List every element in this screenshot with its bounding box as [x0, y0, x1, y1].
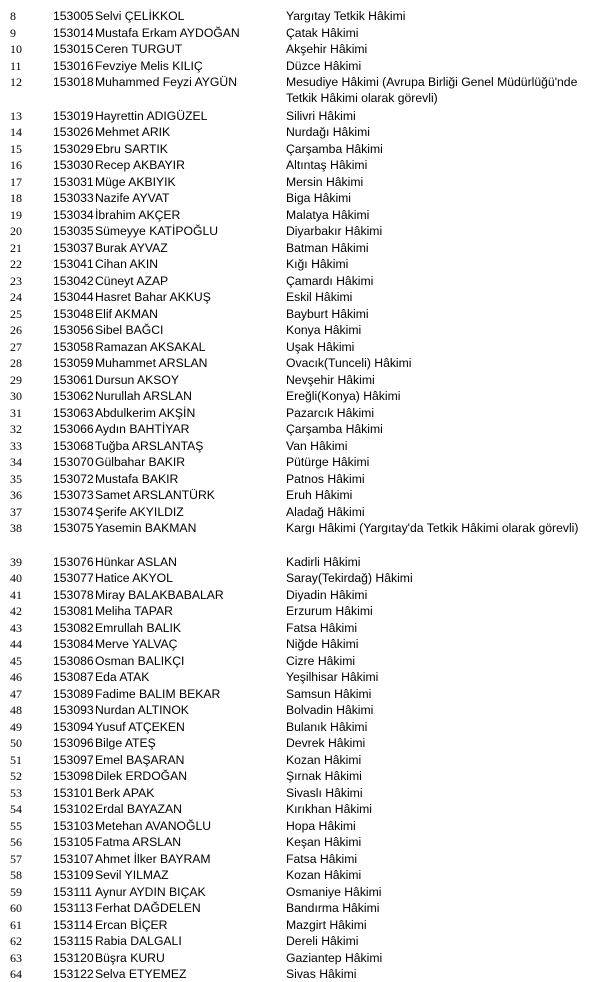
assignment: Bandırma Hâkimi — [286, 901, 380, 915]
list-row — [0, 801, 600, 817]
assignment: Samsun Hâkimi — [286, 686, 372, 701]
registry-number: 153094 — [53, 719, 94, 734]
list-row — [0, 41, 600, 57]
assignment: Erzurum Hâkimi — [286, 604, 373, 618]
row-number: 53 — [10, 785, 22, 800]
list-row — [0, 108, 600, 124]
row-number: 23 — [10, 273, 22, 288]
full-name: Mehmet ARIK — [95, 125, 171, 139]
list-row — [0, 785, 600, 801]
registry-number: 153037 — [53, 240, 94, 255]
registry-number: 153105 — [53, 835, 94, 849]
full-name: Ahmet İlker BAYRAM — [95, 851, 211, 866]
assignment: Düzce Hâkimi — [286, 58, 362, 73]
registry-number: 153087 — [53, 670, 94, 684]
full-name: Nurullah ARSLAN — [95, 389, 192, 403]
assignment: Hopa Hâkimi — [286, 818, 356, 833]
full-name: Hasret Bahar AKKUŞ — [95, 290, 211, 304]
assignment: Bayburt Hâkimi — [286, 306, 369, 321]
registry-number: 153115 — [53, 934, 93, 948]
full-name: Ramazan AKSAKAL — [95, 339, 206, 354]
assignment: Çatak Hâkimi — [286, 25, 359, 40]
full-name: Muhammet ARSLAN — [95, 356, 208, 370]
row-number: 37 — [10, 504, 22, 519]
list-row — [0, 669, 600, 685]
assignment: Eruh Hâkimi — [286, 488, 353, 502]
assignment: Eskil Hâkimi — [286, 290, 353, 304]
registry-number: 153062 — [53, 389, 94, 403]
row-number: 64 — [10, 967, 22, 981]
registry-number: 153120 — [53, 950, 94, 965]
registry-number: 153070 — [53, 455, 94, 469]
list-row — [0, 818, 600, 834]
registry-number: 153063 — [53, 405, 94, 420]
list-row — [0, 25, 600, 41]
assignment: Çarşamba Hâkimi — [286, 422, 383, 436]
full-name: Ercan BİÇER — [95, 917, 168, 932]
list-row — [0, 966, 600, 982]
full-name: Burak AYVAZ — [95, 240, 168, 255]
row-number: 59 — [10, 884, 22, 899]
full-name: Ferhat DAĞDELEN — [95, 901, 201, 915]
list-row — [0, 620, 600, 636]
assignment: Mersin Hâkimi — [286, 174, 364, 189]
list-row — [0, 240, 600, 256]
list-row — [0, 322, 600, 338]
registry-number: 153102 — [53, 802, 94, 816]
registry-number: 153073 — [53, 488, 94, 502]
full-name: Ebru SARTIK — [95, 141, 168, 156]
assignment: Akşehir Hâkimi — [286, 42, 368, 56]
row-number: 46 — [10, 670, 22, 684]
list-row — [0, 454, 600, 470]
full-name: Cüneyt AZAP — [95, 273, 169, 288]
assignment: Diyadin Hâkimi — [286, 587, 368, 602]
row-number: 13 — [10, 108, 22, 123]
list-row — [0, 306, 600, 322]
assignment: Şırnak Hâkimi — [286, 769, 362, 783]
row-number: 38 — [10, 521, 22, 535]
registry-number: 153076 — [53, 554, 94, 569]
assignment: Patnos Hâkimi — [286, 471, 365, 486]
assignment: Diyarbakır Hâkimi — [286, 224, 383, 238]
row-number: 14 — [10, 125, 22, 139]
list-row — [0, 405, 600, 421]
row-number: 62 — [10, 934, 22, 948]
full-name: Bilge ATEŞ — [95, 736, 156, 750]
full-name: Berk APAK — [95, 785, 155, 800]
registry-number: 153019 — [53, 108, 94, 123]
assignment: Gaziantep Hâkimi — [286, 950, 383, 965]
row-number: 18 — [10, 191, 22, 205]
row-number: 28 — [10, 356, 22, 370]
assignment: Van Hâkimi — [286, 438, 348, 453]
full-name: Dilek ERDOĞAN — [95, 769, 188, 783]
assignment: Osmaniye Hâkimi — [286, 884, 382, 899]
registry-number: 153077 — [53, 571, 94, 585]
full-name: Metehan AVANOĞLU — [95, 818, 212, 833]
row-number: 54 — [10, 802, 22, 816]
full-name: Osman BALIKÇI — [95, 653, 185, 668]
list-row — [0, 917, 600, 933]
registry-number: 153059 — [53, 356, 94, 370]
list-row — [0, 900, 600, 916]
assignment: Nurdağı Hâkimi — [286, 125, 370, 139]
registry-number: 153044 — [53, 290, 94, 304]
list-row — [0, 520, 600, 552]
list-row — [0, 289, 600, 305]
registry-number: 153096 — [53, 736, 94, 750]
registry-number: 153078 — [53, 587, 94, 602]
registry-number: 153082 — [53, 620, 94, 635]
assignment: Niğde Hâkimi — [286, 637, 359, 651]
full-name: Erdal BAYAZAN — [95, 802, 182, 816]
assignment: Fatsa Hâkimi — [286, 620, 358, 635]
full-name: Büşra KURU — [95, 950, 165, 965]
assignment: Kığı Hâkimi — [286, 257, 349, 271]
list-row — [0, 190, 600, 206]
full-name: Selvi ÇELİKKOL — [95, 9, 185, 23]
registry-number: 153072 — [53, 471, 94, 486]
row-number: 33 — [10, 438, 22, 453]
row-number: 27 — [10, 339, 22, 354]
row-number: 60 — [10, 901, 22, 915]
list-row — [0, 58, 600, 74]
list-row — [0, 421, 600, 437]
list-row — [0, 653, 600, 669]
registry-number: 153058 — [53, 339, 94, 354]
list-row — [0, 141, 600, 157]
assignment: Çarşamba Hâkimi — [286, 141, 383, 156]
registry-number: 153015 — [53, 42, 94, 56]
assignment: Kozan Hâkimi — [286, 752, 362, 767]
list-row — [0, 702, 600, 718]
full-name: Abdulkerim AKŞİN — [95, 405, 196, 420]
full-name: Mustafa Erkam AYDOĞAN — [95, 25, 240, 40]
registry-number: 153041 — [53, 257, 94, 271]
registry-number: 153061 — [53, 372, 94, 387]
assignment: Ovacık(Tunceli) Hâkimi — [286, 356, 412, 370]
list-row — [0, 471, 600, 487]
registry-number: 153081 — [53, 604, 94, 618]
row-number: 55 — [10, 818, 22, 833]
registry-number: 153107 — [53, 851, 94, 866]
registry-number: 153048 — [53, 306, 94, 321]
assignment: Yargıtay Tetkik Hâkimi — [286, 9, 406, 23]
full-name: Hatice AKYOL — [95, 571, 173, 585]
registry-number: 153103 — [53, 818, 94, 833]
assignment: Pazarcık Hâkimi — [286, 405, 375, 420]
full-name: Selva ETYEMEZ — [95, 967, 187, 981]
row-number: 48 — [10, 703, 22, 717]
registry-number: 153016 — [53, 58, 94, 73]
registry-number: 153030 — [53, 158, 94, 172]
assignment: Sivaslı Hâkimi — [286, 785, 363, 800]
list-row — [0, 124, 600, 140]
registry-number: 153074 — [53, 504, 94, 519]
registry-number: 153068 — [53, 438, 94, 453]
assignment: Saray(Tekirdağ) Hâkimi — [286, 571, 413, 585]
row-number: 32 — [10, 422, 22, 436]
row-number: 11 — [10, 58, 22, 73]
list-row — [0, 355, 600, 371]
registry-number: 153089 — [53, 686, 94, 701]
row-number: 50 — [10, 736, 22, 750]
list-row — [0, 719, 600, 735]
registry-number: 153014 — [53, 25, 94, 40]
registry-number: 153084 — [53, 637, 94, 651]
registry-number: 153122 — [53, 967, 94, 981]
row-number: 10 — [10, 42, 22, 56]
row-number: 16 — [10, 158, 22, 172]
full-name: Nazife AYVAT — [95, 191, 170, 205]
assignment: Devrek Hâkimi — [286, 736, 366, 750]
full-name: Miray BALAKBABALAR — [95, 587, 224, 602]
registry-number: 153034 — [53, 207, 94, 222]
assignment: Uşak Hâkimi — [286, 339, 355, 354]
assignment: Aladağ Hâkimi — [286, 504, 365, 519]
registry-number: 153033 — [53, 191, 94, 205]
assignment: Altıntaş Hâkimi — [286, 158, 368, 172]
row-number: 45 — [10, 653, 22, 668]
full-name: Aydın BAHTİYAR — [95, 422, 190, 436]
row-number: 42 — [10, 604, 22, 618]
row-number: 20 — [10, 224, 22, 238]
row-number: 40 — [10, 571, 22, 585]
assignment: Biga Hâkimi — [286, 191, 352, 205]
registry-number: 153075 — [53, 521, 94, 535]
list-row — [0, 603, 600, 619]
list-row — [0, 752, 600, 768]
assignment: Fatsa Hâkimi — [286, 851, 358, 866]
full-name: Mustafa BAKIR — [95, 471, 179, 486]
full-name: Aynur AYDIN BIÇAK — [95, 884, 206, 899]
row-number: 15 — [10, 141, 22, 156]
row-number: 61 — [10, 917, 22, 932]
list-row — [0, 487, 600, 503]
full-name: Meliha TAPAR — [95, 604, 173, 618]
row-number: 26 — [10, 323, 22, 337]
row-number: 17 — [10, 174, 22, 189]
row-number: 58 — [10, 868, 22, 882]
row-number: 25 — [10, 306, 22, 321]
assignment: Ereğli(Konya) Hâkimi — [286, 389, 401, 403]
registry-number: 153042 — [53, 273, 94, 288]
assignment: Silivri Hâkimi — [286, 108, 356, 123]
row-number: 31 — [10, 405, 22, 420]
registry-number: 153098 — [53, 769, 94, 783]
list-row — [0, 851, 600, 867]
full-name: Cihan AKIN — [95, 257, 159, 271]
registry-number: 153066 — [53, 422, 94, 436]
assignment: Mesudiye Hâkimi (Avrupa Birliği Genel Müdürlüğü'nde Tetkik Hâkimi olarak görevli) — [286, 75, 578, 105]
list-row — [0, 207, 600, 223]
row-number: 36 — [10, 488, 22, 502]
full-name: Emel BAŞARAN — [95, 752, 185, 767]
row-number: 49 — [10, 719, 22, 734]
assignment: Pütürge Hâkimi — [286, 455, 370, 469]
assignment: Kozan Hâkimi — [286, 868, 362, 882]
row-number: 24 — [10, 290, 22, 304]
row-number: 22 — [10, 257, 22, 271]
row-number: 8 — [10, 9, 16, 23]
full-name: Nurdan ALTINOK — [95, 703, 189, 717]
full-name: Fatma ARSLAN — [95, 835, 182, 849]
list-row — [0, 884, 600, 900]
assignment: Nevşehir Hâkimi — [286, 372, 375, 387]
list-row — [0, 372, 600, 388]
assignment: Yeşilhisar Hâkimi — [286, 670, 379, 684]
assignment: Batman Hâkimi — [286, 240, 369, 255]
list-row — [0, 339, 600, 355]
row-number: 19 — [10, 207, 22, 222]
row-number: 43 — [10, 620, 22, 635]
registry-number: 153109 — [53, 868, 94, 882]
full-name: Müge AKBIYIK — [95, 174, 176, 189]
list-row — [0, 74, 600, 106]
full-name: Yusuf ATÇEKEN — [95, 719, 185, 734]
full-name: Dursun AKSOY — [95, 372, 179, 387]
full-name: Rabia DALGALI — [95, 934, 182, 948]
assignment: Çamardı Hâkimi — [286, 273, 374, 288]
full-name: Emrullah BALIK — [95, 620, 182, 635]
full-name: Fevziye Melis KILIÇ — [95, 58, 203, 73]
full-name: Ceren TURGUT — [95, 42, 183, 56]
full-name: Merve YALVAÇ — [95, 637, 178, 651]
registry-number: 153111 — [53, 884, 92, 899]
registry-number: 153018 — [53, 75, 94, 89]
full-name: Sevil YILMAZ — [95, 868, 169, 882]
row-number: 52 — [10, 769, 22, 783]
list-row — [0, 554, 600, 570]
list-row — [0, 157, 600, 173]
assignment: Kargı Hâkimi (Yargıtay'da Tetkik Hâkimi olarak görevli) — [286, 521, 579, 535]
full-name: Gülbahar BAKIR — [95, 455, 186, 469]
full-name: Hayrettin ADIGÜZEL — [95, 108, 208, 123]
registry-number: 153097 — [53, 752, 94, 767]
full-name: Samet ARSLANTÜRK — [95, 488, 215, 502]
list-row — [0, 388, 600, 404]
full-name: Yasemin BAKMAN — [95, 521, 197, 535]
list-row — [0, 933, 600, 949]
registry-number: 153101 — [53, 785, 94, 800]
full-name: Eda ATAK — [95, 670, 150, 684]
list-row — [0, 636, 600, 652]
list-row — [0, 686, 600, 702]
assignment: Kırıkhan Hâkimi — [286, 802, 373, 816]
list-row — [0, 735, 600, 751]
row-number: 34 — [10, 455, 22, 469]
list-row — [0, 273, 600, 289]
row-number: 21 — [10, 240, 22, 255]
full-name: İbrahim AKÇER — [95, 207, 181, 222]
row-number: 63 — [10, 950, 22, 965]
assignment: Keşan Hâkimi — [286, 835, 362, 849]
row-number: 12 — [10, 75, 22, 89]
registry-number: 153114 — [53, 917, 93, 932]
registry-number: 153093 — [53, 703, 94, 717]
registry-number: 153029 — [53, 141, 94, 156]
registry-number: 153086 — [53, 653, 94, 668]
full-name: Sümeyye KATİPOĞLU — [95, 224, 219, 238]
list-row — [0, 174, 600, 190]
full-name: Muhammed Feyzi AYGÜN — [95, 75, 237, 89]
full-name: Tuğba ARSLANTAŞ — [95, 438, 204, 453]
list-row — [0, 834, 600, 850]
full-name: Elif AKMAN — [95, 306, 158, 321]
row-number: 57 — [10, 851, 22, 866]
list-row — [0, 256, 600, 272]
assignment: Mazgirt Hâkimi — [286, 917, 367, 932]
assignment: Dereli Hâkimi — [286, 934, 359, 948]
row-number: 41 — [10, 587, 22, 602]
registry-number: 153113 — [53, 901, 93, 915]
assignment: Bolvadin Hâkimi — [286, 703, 374, 717]
row-number: 30 — [10, 389, 22, 403]
assignment: Bulanık Hâkimi — [286, 719, 368, 734]
row-number: 9 — [10, 25, 16, 40]
row-number: 56 — [10, 835, 22, 849]
registry-number: 153035 — [53, 224, 94, 238]
list-row — [0, 867, 600, 883]
list-row — [0, 587, 600, 603]
registry-number: 153026 — [53, 125, 94, 139]
list-row — [0, 950, 600, 966]
row-number: 47 — [10, 686, 22, 701]
registry-number: 153056 — [53, 323, 94, 337]
full-name: Sibel BAĞCI — [95, 323, 164, 337]
list-row — [0, 504, 600, 520]
assignment: Kadirli Hâkimi — [286, 554, 361, 569]
registry-number: 153005 — [53, 9, 94, 23]
list-row — [0, 570, 600, 586]
list-row — [0, 223, 600, 239]
assignment: Konya Hâkimi — [286, 323, 362, 337]
assignment: Malatya Hâkimi — [286, 207, 370, 222]
full-name: Hünkar ASLAN — [95, 554, 177, 569]
full-name: Recep AKBAYIR — [95, 158, 185, 172]
list-row — [0, 8, 600, 24]
row-number: 44 — [10, 637, 22, 651]
full-name: Şerife AKYILDIZ — [95, 504, 184, 519]
full-name: Fadime BALIM BEKAR — [95, 686, 221, 701]
row-number: 29 — [10, 372, 22, 387]
assignment: Cizre Hâkimi — [286, 653, 356, 668]
row-number: 51 — [10, 752, 22, 767]
list-row — [0, 438, 600, 454]
registry-number: 153031 — [53, 174, 94, 189]
list-row — [0, 768, 600, 784]
row-number: 39 — [10, 554, 22, 569]
row-number: 35 — [10, 471, 22, 486]
assignment: Sivas Hâkimi — [286, 967, 357, 981]
